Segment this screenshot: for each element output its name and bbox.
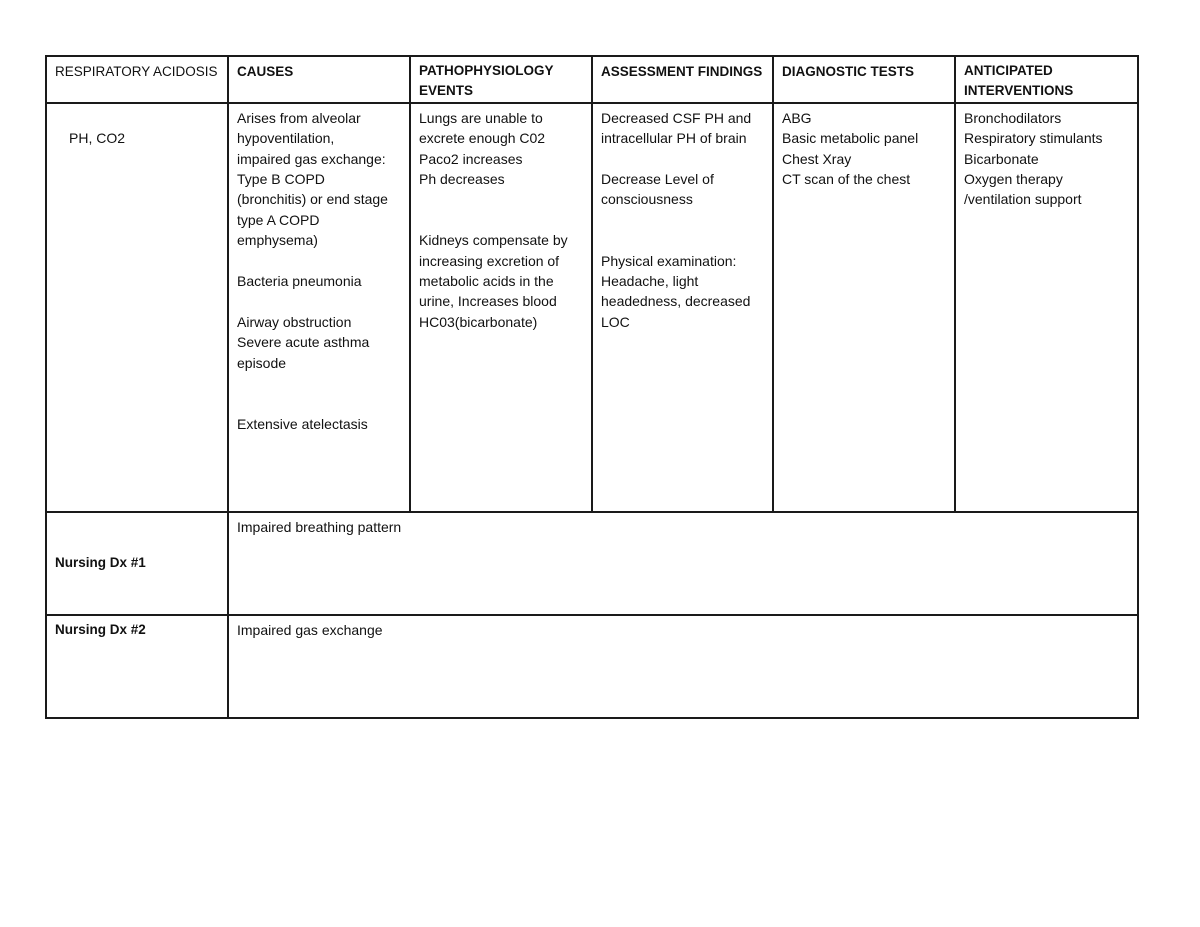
patho-line: HC03(bicarbonate) xyxy=(419,313,538,330)
nursing-dx2-row xyxy=(46,615,1138,718)
diagnostic-cell xyxy=(773,103,955,512)
assessment-line: headedness, decreased xyxy=(601,293,751,310)
patho-line: metabolic acids in the xyxy=(419,273,554,290)
header-condition-label: RESPIRATORY ACIDOSIS xyxy=(55,64,218,79)
assessment-line: consciousness xyxy=(601,191,693,208)
nursing-dx2-value: Impaired gas exchange xyxy=(237,621,383,638)
patho-line: urine, Increases blood xyxy=(419,293,557,310)
nursing-dx1-value: Impaired breathing pattern xyxy=(237,518,402,535)
interventions-line: Oxygen therapy xyxy=(964,171,1063,188)
header-causes xyxy=(228,56,410,103)
causes-line: emphysema) xyxy=(237,232,318,249)
patho-line: Paco2 increases xyxy=(419,150,523,167)
patho-line: Ph decreases xyxy=(419,171,505,188)
diagnostic-line: Chest Xray xyxy=(782,150,852,167)
condition-values: PH, CO2 xyxy=(69,130,126,147)
assessment-line: Decrease Level of xyxy=(601,171,714,188)
nursing-dx2-label: Nursing Dx #2 xyxy=(55,621,146,637)
interventions-line: /ventilation support xyxy=(964,191,1082,208)
causes-line: impaired gas exchange: xyxy=(237,150,386,167)
assessment-line: Physical examination: xyxy=(601,252,737,269)
nursing-dx1-label-cell xyxy=(46,512,228,615)
patho-line: increasing excretion of xyxy=(419,252,560,269)
nursing-dx2-label-cell xyxy=(46,615,228,718)
header-interventions-line2: INTERVENTIONS xyxy=(964,83,1074,99)
causes-cell xyxy=(228,103,410,512)
header-patho-line1: PATHOPHYSIOLOGY xyxy=(419,63,554,78)
interventions-line: Bronchodilators xyxy=(964,109,1062,126)
causes-line: episode xyxy=(237,354,287,371)
header-interventions xyxy=(955,56,1138,103)
causes-line: type A COPD xyxy=(237,211,320,228)
pathophysiology-cell xyxy=(410,103,592,512)
nursing-dx1-label: Nursing Dx #1 xyxy=(55,554,146,570)
condition-cell xyxy=(46,103,228,512)
header-pathophysiology xyxy=(410,56,592,103)
header-row xyxy=(46,56,1138,103)
nursing-dx2-value-cell xyxy=(228,615,1138,718)
causes-line: Bacteria pneumonia xyxy=(237,273,362,290)
header-diagnostic-label: DIAGNOSTIC TESTS xyxy=(782,64,915,79)
patho-line: Kidneys compensate by xyxy=(419,232,568,249)
content-row xyxy=(46,103,1138,512)
assessment-line: LOC xyxy=(601,313,630,330)
interventions-cell xyxy=(955,103,1138,512)
diagnostic-line: CT scan of the chest xyxy=(782,171,911,188)
causes-line: Extensive atelectasis xyxy=(237,415,368,432)
nursing-dx1-row xyxy=(46,512,1138,615)
assessment-line: intracellular PH of brain xyxy=(601,130,747,147)
diagnostic-line: ABG xyxy=(782,109,812,126)
causes-line: hypoventilation, xyxy=(237,130,335,147)
interventions-line: Respiratory stimulants xyxy=(964,130,1103,147)
respiratory-acidosis-table xyxy=(45,55,1139,719)
causes-line: (bronchitis) or end stage xyxy=(237,191,388,208)
header-diagnostic xyxy=(773,56,955,103)
assessment-line: Headache, light xyxy=(601,273,699,290)
header-causes-label: CAUSES xyxy=(237,64,294,79)
header-patho-line2: EVENTS xyxy=(419,83,474,99)
assessment-cell xyxy=(592,103,773,512)
assessment-line: Decreased CSF PH and xyxy=(601,109,752,126)
header-assessment-label: ASSESSMENT FINDINGS xyxy=(601,64,763,79)
causes-line: Airway obstruction xyxy=(237,313,352,330)
causes-line: Severe acute asthma xyxy=(237,334,370,351)
patho-line: excrete enough C02 xyxy=(419,130,546,147)
nursing-dx1-value-cell xyxy=(228,512,1138,615)
header-interventions-line1: ANTICIPATED xyxy=(964,63,1053,78)
interventions-line: Bicarbonate xyxy=(964,150,1039,167)
causes-line: Type B COPD xyxy=(237,171,325,188)
causes-line: Arises from alveolar xyxy=(237,109,361,126)
header-assessment xyxy=(592,56,773,103)
diagnostic-line: Basic metabolic panel xyxy=(782,130,919,147)
patho-line: Lungs are unable to xyxy=(419,109,543,126)
header-condition xyxy=(46,56,228,103)
